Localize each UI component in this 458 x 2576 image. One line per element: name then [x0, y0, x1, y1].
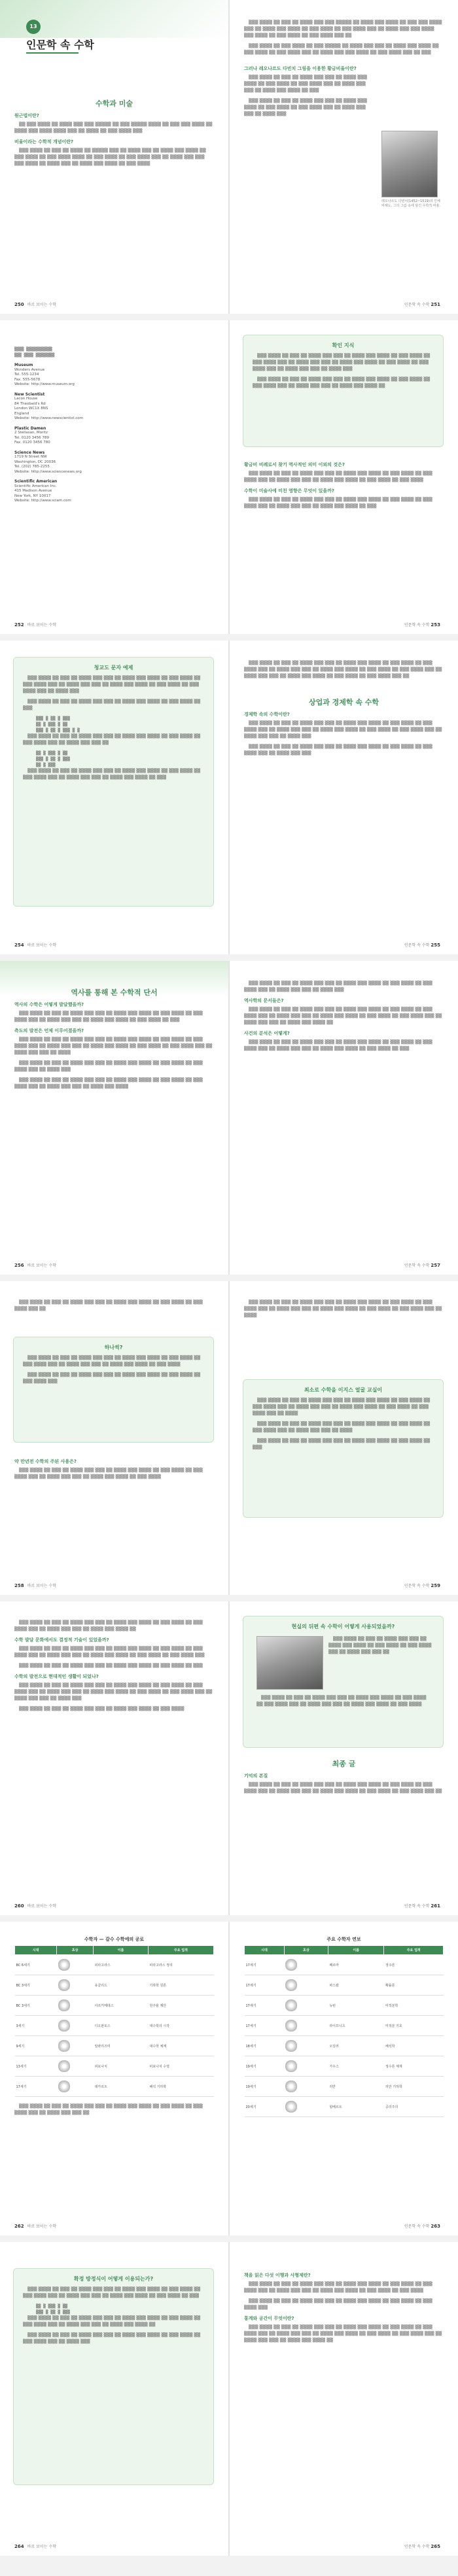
page-number: 250 — [14, 302, 24, 307]
era-cell: 19세기 — [245, 2077, 285, 2097]
running-title: 바로 보이는 수학 — [27, 2545, 57, 2549]
info-box-title: 확정 방정식이 어떻게 이용되는가? — [73, 2276, 154, 2282]
feature-box-title: 최소로 수학을 이지스 얼굴 교실이 — [304, 1387, 383, 1393]
page-footer — [404, 2223, 444, 2229]
info-box-title: 확인 지식 — [332, 343, 355, 348]
table-row — [15, 1975, 214, 1996]
portrait-cell — [57, 2036, 94, 2056]
question-heading: 수학의 발전으로 현대적인 생활이 되었나? — [14, 1674, 99, 1679]
page-footer — [14, 622, 56, 627]
achievement-cell: 리만 기하학 — [384, 2077, 444, 2097]
photo-image — [256, 1636, 323, 1690]
spread-6 — [0, 1601, 458, 1915]
table-row — [15, 1955, 214, 1975]
portrait-cell — [284, 2016, 328, 2036]
spread-2 — [0, 320, 458, 634]
page-number: 264 — [14, 2544, 24, 2549]
era-cell: 9세기 — [15, 2036, 57, 2056]
page-number: 255 — [431, 943, 440, 948]
question-heading: 수학이 미술사에 미친 영향은 무엇이 있을까? — [244, 488, 334, 493]
photo-box-text: ▒▒▒ ▒▒▒▒ ▒▒ ▒▒▒ ▒▒ ▒▒▒▒ ▒▒▒ ▒▒▒ ▒▒ ▒▒▒▒ ▒▒▒ ▒▒▒▒ ▒▒ ▒▒▒ ▒▒▒▒ ▒▒ ▒▒▒ ▒▒▒▒ ▒▒▒ ▒▒ ▒▒▒▒ ▒▒▒ ▒▒▒ ▒▒ ▒▒▒▒ ▒▒▒ ▒▒▒▒ ▒▒ ▒▒▒ ▒▒▒▒ — [256, 1696, 427, 1707]
portrait-thumbnail — [58, 1959, 70, 1971]
page-number: 253 — [431, 622, 440, 627]
table-title: 주요 수학자 연보 — [326, 1937, 361, 1942]
era-cell: BC 3세기 — [15, 1975, 57, 1996]
question-heading: 측도의 발전은 언제 이루어졌을까? — [14, 1028, 84, 1033]
achievement-cell: 피타고라스 정리 — [148, 1955, 213, 1975]
portrait-thumbnail — [58, 2081, 70, 2092]
portrait-cell — [284, 2036, 328, 2056]
portrait-caption: 레오나르도 다빈치(1452~1519)의 인체 비례도, 그의 그림 속에 담긴 수학적 비율. — [381, 199, 440, 208]
page-number: 263 — [431, 2224, 440, 2229]
section-title: 수학과 미술 — [96, 99, 133, 108]
table-row — [245, 1996, 444, 2016]
table-row — [15, 1996, 214, 2016]
page-257 — [230, 961, 458, 1275]
name-cell: 유클리드 — [94, 1975, 149, 1996]
running-title: 인문학 속 수학 — [404, 303, 430, 307]
page-number: 261 — [431, 1903, 440, 1909]
achievement-cell: 미적분 기호 — [384, 2016, 444, 2036]
body-text: ▒▒▒ ▒▒▒▒ ▒▒ ▒▒▒ ▒▒ ▒▒▒▒ ▒▒▒ ▒▒▒ ▒▒ ▒▒▒▒ ▒▒▒ ▒▒▒▒ ▒▒ ▒▒▒ ▒▒▒▒ ▒▒ ▒▒▒ ▒▒▒▒ ▒▒▒ ▒▒ ▒▒▒▒ ▒▒▒ ▒▒▒ ▒▒ ▒▒▒▒ ▒▒▒ ▒▒▒▒ ▒▒ — [14, 1620, 203, 1631]
question-heading: 수학 발달 문화에서도 결정적 기술이 있었을까? — [14, 1637, 109, 1643]
portrait-cell — [284, 1996, 328, 2016]
table-row — [245, 2016, 444, 2036]
page-261 — [230, 1601, 458, 1915]
body-column — [244, 2268, 444, 2348]
portrait-thumbnail — [285, 2060, 297, 2072]
table-header: 초상 — [57, 1946, 94, 1955]
table-header: 시대 — [245, 1946, 285, 1955]
name-cell: 피타고라스 — [94, 1955, 149, 1975]
portrait-cell — [57, 1955, 94, 1975]
portrait-thumbnail — [58, 2020, 70, 2032]
spread-1 — [0, 0, 458, 314]
page-footer — [404, 1262, 444, 1268]
address-block: New Scientist Lacon House 84 Theobald's Rd London WC1X 8NS England Website: http://www.newscientist.com — [14, 392, 83, 420]
info-box-text: ▒▒▒ ▒▒▒▒ ▒▒ ▒▒▒ ▒▒ ▒▒▒▒ ▒▒▒ ▒▒▒ ▒▒ ▒▒▒▒ ▒▒▒ ▒▒▒▒ ▒▒ ▒▒▒ ▒▒▒▒ ▒▒ ▒▒▒ ▒▒▒▒ ▒▒▒ ▒▒ ▒▒▒▒ ▒▒▒ ▒▒▒ ▒▒ ▒▒▒▒ ▒▒▒ ▒▒▒▒ ▒▒ ▒▒▒ ▒▒▒▒ ▒▒▒ ▒▒▒▒ ▒▒ ▒▒▒ ▒▒ ▒▒▒▒ ▒▒▒ ▒▒▒ ▒▒ ▒▒▒▒ ▒▒▒ ▒▒▒▒ ▒▒ ▒▒▒ ▒▒▒▒ ▒▒ ▒▒▒ ▒▒▒▒ ▒▒▒ — [23, 1356, 201, 1384]
page-number: 254 — [14, 943, 24, 948]
portrait-thumbnail — [285, 1959, 297, 1971]
page-footer — [404, 622, 444, 627]
table-header: 이름 — [94, 1946, 149, 1955]
achievement-cell: 기하학 원론 — [148, 1975, 213, 1996]
name-cell: 피보나치 — [94, 2056, 149, 2077]
body-text: ▒▒▒ ▒▒▒▒ ▒▒ ▒▒▒ ▒▒ ▒▒▒▒ ▒▒▒ ▒▒▒ ▒▒ ▒▒▒▒ ▒▒▒ ▒▒▒▒ ▒▒ ▒▒▒ ▒▒▒▒ ▒▒ ▒▒▒ ▒▒▒▒ ▒▒▒ ▒▒ ▒▒▒▒ ▒▒▒ ▒▒▒ ▒▒ ▒▒▒▒ ▒▒▒ ▒▒▒▒ ▒▒ ▒▒▒ ▒▒▒▒ ▒▒ ▒▒▒ ▒▒▒▒ ▒▒▒ ▒▒▒ ▒▒▒▒ ▒▒ ▒▒▒ ▒▒ ▒▒▒▒ ▒▒▒ ▒▒▒ ▒▒ ▒▒▒▒ ▒▒▒ ▒▒▒▒ ▒▒ ▒▒▒ ▒▒▒▒ ▒▒ ▒▒▒ — [14, 1647, 205, 1668]
question-heading: 그러나 레오나르도 다빈치 그림을 이용한 황금비율이란? — [244, 66, 357, 71]
photo-box-title: 현실의 뒤편 속 수학이 어떻게 사용되었을까? — [291, 1624, 395, 1630]
era-cell: 17세기 — [245, 1955, 285, 1975]
era-cell: 13세기 — [15, 2056, 57, 2077]
info-box-title: 하나씩? — [104, 1345, 123, 1350]
body-text: ▒▒▒ ▒▒▒▒ ▒▒ ▒▒▒ ▒▒ ▒▒▒▒ ▒▒▒ ▒▒▒ ▒▒ ▒▒▒▒ ▒▒▒ ▒▒▒▒ ▒▒ ▒▒▒ ▒▒▒▒ ▒▒ ▒▒▒ ▒▒▒▒ ▒▒▒ ▒▒ ▒▒▒▒ ▒▒▒ ▒▒▒ ▒▒ ▒▒▒▒ ▒▒▒ ▒▒▒▒ ▒▒ ▒▒▒ ▒▒▒▒ ▒▒ ▒▒▒ ▒▒▒▒ ▒▒▒ ▒▒▒▒ ▒▒ ▒▒▒ ▒▒ ▒▒▒▒ ▒▒▒ ▒▒▒ ▒▒ ▒▒▒▒ ▒▒▒ ▒▒▒▒ ▒▒ ▒▒▒ ▒▒▒▒ ▒▒ ▒▒▒ ▒▒▒▒ ▒▒▒ — [244, 2282, 432, 2310]
running-title: 바로 보이는 수학 — [27, 1904, 57, 1909]
body-text: ▒▒▒ ▒▒▒▒ ▒▒ ▒▒▒ ▒▒ ▒▒▒▒ ▒▒▒ ▒▒▒ ▒▒ ▒▒▒▒ ▒▒▒ ▒▒▒▒ ▒▒ ▒▒▒ ▒▒▒▒ ▒▒ ▒▒▒ ▒▒▒▒ ▒▒▒ ▒▒ ▒▒▒▒ ▒▒▒ ▒▒▒ ▒▒ ▒▒▒▒ ▒▒▒ ▒▒▒▒ ▒▒ ▒▒▒ ▒▒▒▒ ▒▒ ▒▒▒ ▒▒▒▒ ▒▒▒ ▒▒ ▒▒▒▒ ▒▒▒ ▒▒▒ ▒▒ ▒▒▒▒ ▒▒▒ ▒▒▒▒ ▒▒ ▒▒▒ ▒▒▒▒ ▒▒ ▒▒▒ ▒▒▒▒ ▒▒▒ ▒▒ — [244, 661, 442, 678]
page-260 — [0, 1601, 229, 1915]
portrait-thumbnail — [58, 2040, 70, 2052]
formula-lines: ▒▒ ▒ ▒▒▒ ▒ ▒▒ ▒▒▒ ▒ ▒▒ ▒ ▒▒▒ — [36, 2304, 70, 2315]
info-box — [13, 2268, 214, 2485]
chapter-title: 인문학 속 수학 — [26, 39, 94, 51]
portrait-cell — [57, 1975, 94, 1996]
portrait-thumbnail — [285, 1999, 297, 2011]
portrait-thumbnail — [58, 2060, 70, 2072]
running-title: 인문학 속 수학 — [404, 1584, 430, 1588]
question-heading: 사건의 분석은 어떻게? — [244, 1031, 290, 1036]
address-block: Scientific American Scientific American Inc. 415 Madison Avenue New York, NY 10017 Website: http://www.sciam.com — [14, 479, 71, 503]
achievement-cell: 피보나치 수열 — [148, 2056, 213, 2077]
photo-box-text: ▒▒▒ ▒▒▒▒ ▒▒ ▒▒▒ ▒▒ ▒▒▒▒ ▒▒▒ ▒▒▒ ▒▒ ▒▒▒▒ ▒▒▒ ▒▒▒▒ ▒▒ ▒▒▒ ▒▒▒▒ ▒▒ ▒▒▒ ▒▒▒▒ ▒▒▒ ▒▒ ▒▒▒▒ ▒▒▒ ▒▒▒ ▒▒ — [328, 1637, 432, 1654]
page-262 — [0, 1922, 229, 2235]
table-header: 주요 업적 — [148, 1946, 213, 1955]
address-intro: ▒▒▒▒ ▒▒▒▒▒▒▒▒▒▒▒ ▒▒▒ ▒▒▒▒ ▒▒▒▒▒▒▒▒ — [14, 347, 55, 358]
portrait-cell — [284, 1955, 328, 1975]
body-column — [14, 987, 214, 1094]
body-text: ▒▒▒ ▒▒▒▒ ▒▒ ▒▒▒ ▒▒ ▒▒▒▒ ▒▒▒ ▒▒▒ ▒▒ ▒▒▒▒ ▒▒▒ ▒▒▒▒ ▒▒ ▒▒▒ ▒▒▒▒ ▒▒ ▒▒▒ ▒▒▒▒ ▒▒▒ ▒▒ ▒▒▒▒ ▒▒▒ ▒▒▒ ▒▒ ▒▒▒▒ ▒▒▒ ▒▒▒▒ ▒▒ ▒▒▒ ▒▒▒ ▒▒▒▒ ▒▒ ▒▒▒ ▒▒ ▒▒▒▒ ▒▒▒ ▒▒▒ ▒▒ ▒▒▒▒ ▒▒▒ ▒▒▒▒ ▒▒ ▒▒▒ ▒▒▒▒ ▒▒ ▒▒▒ ▒▒▒▒ ▒▒▒ ▒▒ ▒▒▒▒ ▒▒▒ ▒▒▒ ▒▒ ▒▒▒▒ ▒▒▒ — [244, 75, 367, 116]
page-number: 257 — [431, 1263, 440, 1268]
body-text: ▒▒▒ ▒▒▒▒ ▒▒ ▒▒▒ ▒▒ ▒▒▒▒ ▒▒▒ ▒▒▒ ▒▒ ▒▒▒▒ ▒▒▒ ▒▒▒▒ ▒▒ ▒▒▒ ▒▒▒▒ ▒▒ ▒▒▒ ▒▒▒▒ ▒▒▒ ▒▒ ▒▒▒▒ ▒▒▒ ▒▒▒ ▒▒ ▒▒▒▒ ▒▒▒ ▒▒▒▒ ▒▒ ▒▒▒ ▒▒▒▒ ▒▒ ▒▒▒ ▒▒▒▒ ▒▒▒ ▒▒ ▒▒▒▒ ▒▒▒ ▒▒▒ ▒▒ ▒▒▒▒ ▒▒▒ ▒▒▒▒ ▒▒ ▒▒▒ ▒▒ ▒▒▒▒ ▒▒▒ ▒▒▒ ▒▒ ▒▒▒▒ ▒▒▒ ▒▒▒▒ ▒▒ ▒▒▒ ▒▒▒▒ ▒▒ ▒▒▒ ▒▒▒▒ ▒▒▒ ▒▒ ▒▒▒▒ ▒▒▒ ▒▒▒ ▒▒▒▒ ▒▒ ▒▒▒ ▒▒ ▒▒▒▒ ▒▒▒ ▒▒▒ ▒▒ ▒▒▒▒ ▒▒▒ ▒▒▒▒ ▒▒ ▒▒▒ ▒▒▒▒ ▒▒ ▒▒▒ ▒▒▒▒ ▒▒▒ ▒▒ ▒▒▒▒ ▒▒▒ ▒▒▒ ▒▒ ▒▒▒▒ ▒▒▒ ▒▒▒▒ — [14, 1037, 213, 1089]
body-text: ▒▒▒ ▒▒▒▒ ▒▒ ▒▒▒ ▒▒ ▒▒▒▒ ▒▒▒ ▒▒▒ ▒▒▒▒▒ ▒▒ ▒▒▒▒ ▒▒▒ ▒▒▒▒ ▒▒ ▒▒▒ ▒▒▒ ▒▒▒▒ ▒▒▒ ▒▒ ▒▒▒▒ ▒▒▒ ▒▒▒▒ ▒▒ ▒▒▒ ▒▒▒▒ ▒▒ ▒▒▒ ▒▒▒▒ ▒▒▒ ▒▒ ▒▒▒▒ ▒▒▒ ▒▒▒ ▒▒▒▒ ▒▒▒ ▒▒▒▒ ▒▒ ▒▒▒ ▒▒▒▒ ▒▒ ▒▒▒ ▒▒▒▒ ▒▒▒ ▒▒ ▒▒▒ ▒▒▒▒ ▒▒ ▒▒▒ ▒▒▒▒ ▒▒ ▒▒▒ ▒▒▒▒▒ ▒▒ ▒▒▒▒ ▒▒▒ ▒▒▒ ▒▒ ▒▒▒▒ ▒▒▒ ▒▒▒▒ ▒▒ ▒▒▒ ▒▒▒▒ ▒▒ ▒▒▒ ▒▒▒▒ ▒▒▒ ▒▒ ▒▒▒▒ ▒▒▒ ▒▒▒ ▒▒▒▒ ▒▒ ▒▒▒ ▒▒▒▒ ▒▒▒ ▒▒ ▒▒▒ — [244, 20, 442, 55]
body-text: ▒▒▒ ▒▒▒▒ ▒▒ ▒▒▒ ▒▒ ▒▒▒▒ ▒▒▒ ▒▒▒ ▒▒ ▒▒▒▒ ▒▒▒ ▒▒▒▒ ▒▒ ▒▒▒ ▒▒▒▒ ▒▒ ▒▒▒ ▒▒▒▒ ▒▒▒ ▒▒ ▒▒▒▒ ▒▒▒ ▒▒▒ ▒▒ ▒▒▒▒ ▒▒▒ ▒▒▒▒ ▒▒ ▒▒▒ ▒▒▒▒ ▒▒ ▒▒▒ ▒▒▒▒ ▒▒▒ ▒▒ ▒▒▒▒ — [244, 1300, 442, 1318]
name-cell: 데카르트 — [94, 2077, 149, 2097]
page-265 — [230, 2242, 458, 2556]
question-heading: 역사의 수학은 어떻게 발달했을까? — [14, 1002, 84, 1007]
mathematicians-table-right — [244, 1936, 444, 2117]
page-number: 258 — [14, 1583, 24, 1588]
body-column — [244, 458, 444, 514]
running-title: 인문학 속 수학 — [404, 2545, 430, 2549]
portrait-thumbnail — [58, 1999, 70, 2011]
running-title: 인문학 속 수학 — [404, 943, 430, 948]
body-text: ▒▒▒ ▒▒▒▒ ▒▒ ▒▒▒ ▒▒ ▒▒▒▒ ▒▒▒ ▒▒▒ ▒▒ ▒▒▒▒ ▒▒▒ ▒▒▒▒ ▒▒ ▒▒▒ ▒▒▒▒ ▒▒ ▒▒▒ ▒▒▒▒ ▒▒▒ ▒▒ ▒▒▒▒ ▒▒▒ ▒▒▒ ▒▒ ▒▒▒▒ ▒▒▒ ▒▒▒▒ ▒▒ ▒▒▒ ▒▒▒▒ ▒▒ ▒▒▒ — [244, 1040, 432, 1051]
portrait-thumbnail — [285, 2020, 297, 2032]
spread-3 — [0, 641, 458, 954]
era-cell: 18세기 — [245, 2036, 285, 2056]
info-box — [243, 335, 444, 447]
body-column — [14, 1299, 214, 1316]
info-box — [13, 1337, 214, 1443]
body-text: ▒▒▒ ▒▒▒▒ ▒▒ ▒▒▒ ▒▒ ▒▒▒▒ ▒▒▒ ▒▒▒ ▒▒ ▒▒▒▒ ▒▒▒ ▒▒▒▒ ▒▒ ▒▒▒ ▒▒▒▒ ▒▒ ▒▒▒ ▒▒▒▒ ▒▒▒ ▒▒ ▒▒▒▒ ▒▒▒ ▒▒▒ ▒▒ ▒▒▒▒ ▒▒▒ ▒▒▒▒ ▒▒ ▒▒▒ ▒▒▒▒ ▒▒ ▒▒▒ ▒▒▒▒ ▒▒▒ ▒▒ ▒▒▒▒ ▒▒▒ ▒▒▒ ▒▒ ▒▒▒▒ ▒▒▒ ▒▒▒ ▒▒▒▒ ▒▒ ▒▒▒ ▒▒ ▒▒▒▒ ▒▒▒ ▒▒▒ ▒▒ ▒▒▒▒ ▒▒▒ ▒▒▒▒ ▒▒ ▒▒▒ ▒▒▒▒ ▒▒ ▒▒▒ ▒▒▒▒ ▒▒▒ ▒▒ ▒▒▒▒ ▒▒▒ ▒▒▒ — [244, 721, 442, 756]
name-cell: 라이프니츠 — [328, 2016, 384, 2036]
body-text: ▒▒▒ ▒▒▒▒ ▒▒ ▒▒▒ ▒▒ ▒▒▒▒ ▒▒ ▒▒▒▒▒ ▒▒▒ ▒▒ ▒▒▒▒ ▒▒▒ ▒▒ ▒▒▒▒ ▒▒▒ ▒▒▒▒ ▒▒ ▒▒▒ ▒▒▒▒ ▒▒ ▒▒▒ ▒▒▒▒ ▒▒▒▒ ▒▒ ▒▒▒ ▒▒▒▒ ▒▒ ▒▒▒ ▒▒▒▒ ▒▒▒ ▒▒ ▒▒▒▒ ▒▒▒ ▒▒▒ ▒▒▒ ▒▒▒▒ ▒▒ ▒▒▒▒ ▒▒▒ ▒▒ ▒▒▒▒ ▒▒▒ ▒▒▒▒ ▒▒ ▒▒▒ ▒▒▒▒ — [14, 148, 206, 166]
body-text: ▒▒▒ ▒▒▒▒ ▒▒ ▒▒▒ ▒▒ ▒▒▒▒ ▒▒▒ ▒▒▒ ▒▒ ▒▒▒▒ ▒▒▒ ▒▒▒▒ ▒▒ ▒▒▒ ▒▒▒▒ ▒▒ ▒▒▒ ▒▒▒▒ ▒▒▒ ▒▒ — [14, 1300, 203, 1311]
page-footer — [404, 1903, 444, 1909]
running-title: 바로 보이는 수학 — [27, 623, 57, 627]
address-block: Plastic Damen 2 Stellasan, Moritz Tel. 0120 3456 789 Fax. 0120 3456 780 — [14, 426, 50, 444]
portrait-thumbnail — [58, 1979, 70, 1991]
running-title: 바로 보이는 수학 — [27, 1263, 57, 1268]
formula-lines: ▒▒▒ ▒ ▒▒ ▒ ▒▒▒ ▒▒ ▒ ▒▒▒ ▒ ▒▒ ▒▒▒ ▒ ▒▒ ▒ ▒▒▒ ▒ ▒ — [36, 716, 80, 733]
mathematicians-table — [244, 1945, 444, 2117]
spread-7 — [0, 1922, 458, 2235]
page-footer — [14, 942, 56, 948]
table-row — [245, 2056, 444, 2077]
achievement-cell: 해석학 — [384, 2036, 444, 2056]
page-263 — [230, 1922, 458, 2235]
table-row — [15, 2056, 214, 2077]
body-column — [14, 1454, 214, 1484]
page-number: 260 — [14, 1903, 24, 1909]
body-column — [244, 660, 444, 761]
era-cell: 17세기 — [245, 1975, 285, 1996]
spread-8 — [0, 2242, 458, 2556]
portrait-cell — [284, 1975, 328, 1996]
portrait-cell — [284, 2077, 328, 2097]
table-row — [245, 2036, 444, 2056]
body-column — [244, 980, 444, 1056]
page-259 — [230, 1281, 458, 1595]
body-text: ▒▒▒ ▒▒▒▒ ▒▒ ▒▒▒ ▒▒ ▒▒▒▒ ▒▒▒ ▒▒▒ ▒▒ ▒▒▒▒ ▒▒▒ ▒▒▒▒ ▒▒ ▒▒▒ ▒▒▒▒ ▒▒ ▒▒▒ ▒▒▒▒ ▒▒▒ ▒▒ ▒▒▒▒ ▒▒▒ ▒▒▒ ▒▒ ▒▒▒▒ ▒▒▒ ▒▒▒▒ ▒▒ ▒▒▒ ▒▒▒▒ ▒▒ ▒▒▒ ▒▒▒▒ ▒▒▒ ▒▒ ▒▒▒▒ ▒▒▒ ▒▒▒ ▒▒ ▒▒▒▒ ▒▒▒ ▒▒▒▒ ▒▒ — [244, 1007, 442, 1025]
table-row — [245, 2077, 444, 2097]
page-258 — [0, 1281, 229, 1595]
running-title: 인문학 속 수학 — [404, 623, 430, 627]
exercise-box — [13, 657, 214, 907]
question-heading: 경제학 속의 수학이란? — [244, 712, 290, 717]
page-number: 265 — [431, 2544, 440, 2549]
achievement-cell: 원주율 계산 — [148, 1996, 213, 2016]
question-heading: 책을 읽은 다섯 이행과 사형제란? — [244, 2273, 311, 2278]
table-row — [245, 2097, 444, 2117]
feature-box-text: ▒▒▒ ▒▒▒▒ ▒▒ ▒▒▒ ▒▒ ▒▒▒▒ ▒▒▒ ▒▒▒ ▒▒ ▒▒▒▒ ▒▒▒ ▒▒▒▒ ▒▒ ▒▒▒ ▒▒▒▒ ▒▒ ▒▒▒ ▒▒▒▒ ▒▒▒ ▒▒ ▒▒▒▒ ▒▒▒ ▒▒▒ ▒▒ ▒▒▒▒ ▒▒▒ ▒▒▒▒ ▒▒ ▒▒▒ ▒▒▒▒ ▒▒ ▒▒▒ ▒▒▒▒ ▒▒▒ ▒▒ ▒▒▒▒ ▒▒▒ ▒▒▒▒ ▒▒ ▒▒▒ ▒▒ ▒▒▒▒ ▒▒▒ ▒▒▒ ▒▒ ▒▒▒▒ ▒▒▒ ▒▒▒▒ ▒▒ ▒▒▒ ▒▒▒▒ ▒▒ ▒▒▒ ▒▒▒▒ ▒▒▒ ▒▒ ▒▒▒▒ ▒▒▒ ▒▒▒ ▒▒ ▒▒▒▒ ▒▒▒ ▒▒▒▒ ▒▒ ▒▒▒ ▒▒ ▒▒▒▒ ▒▒▒ ▒▒▒ ▒▒ ▒▒▒▒ ▒▒▒ ▒▒▒▒ ▒▒ ▒▒▒ ▒▒▒▒ ▒▒ ▒▒▒ — [253, 1398, 431, 1450]
portrait-cell — [57, 2016, 94, 2036]
portrait-image — [381, 131, 438, 197]
portrait-thumbnail — [285, 2101, 297, 2113]
mathematicians-table — [14, 1945, 214, 2097]
page-footer — [14, 301, 56, 307]
name-cell: 오일러 — [328, 2036, 384, 2056]
body-text: ▒▒▒ ▒▒▒▒ ▒▒ ▒▒▒ ▒▒ ▒▒▒▒ ▒▒▒ ▒▒▒ ▒▒ ▒▒▒▒ ▒▒▒ ▒▒▒▒ ▒▒ ▒▒▒ ▒▒▒▒ ▒▒ ▒▒▒ ▒▒▒▒ ▒▒▒ ▒▒ ▒▒▒▒ ▒▒▒ ▒▒▒ ▒▒ ▒▒▒▒ ▒▒▒ ▒▒▒▒ ▒▒ ▒▒▒ ▒▒▒▒ — [14, 1468, 203, 1479]
info-box-text: ▒▒▒ ▒▒▒▒ ▒▒ ▒▒▒ ▒▒ ▒▒▒▒ ▒▒▒ ▒▒▒ ▒▒ ▒▒▒▒ ▒▒▒ ▒▒▒▒ ▒▒ ▒▒▒ ▒▒▒▒ ▒▒ ▒▒▒ ▒▒▒▒ ▒▒▒ ▒▒ ▒▒▒▒ ▒▒▒ ▒▒▒ ▒▒ ▒▒▒▒ ▒▒▒ ▒▒▒▒ ▒▒ ▒▒▒ ▒▒▒▒ ▒▒ ▒▒▒ ▒▒▒▒ ▒▒▒ ▒▒ ▒▒▒▒ ▒▒▒ ▒▒▒ ▒▒ ▒▒▒▒ ▒▒▒ ▒▒▒ ▒▒▒▒ ▒▒ ▒▒▒ ▒▒ ▒▒▒▒ ▒▒▒ ▒▒▒ ▒▒ ▒▒▒▒ ▒▒▒ ▒▒▒▒ ▒▒ ▒▒▒ ▒▒▒▒ ▒▒ ▒▒▒ ▒▒▒▒ ▒▒▒ ▒▒ ▒▒▒▒ ▒▒▒ ▒▒▒ ▒▒ ▒▒▒▒ ▒▒▒ ▒▒▒▒ ▒▒ — [253, 354, 431, 388]
page-256 — [0, 961, 229, 1275]
formula-lines: ▒▒ ▒ ▒▒▒ ▒ ▒▒ ▒▒▒ ▒ ▒▒ ▒ ▒▒▒ ▒▒ ▒ ▒▒▒ — [36, 751, 70, 767]
chapter-number-badge: 13 — [26, 20, 41, 34]
page-number: 252 — [14, 622, 24, 627]
mathematicians-table-left — [14, 1936, 214, 2120]
page-footer — [14, 2543, 56, 2549]
body-text: ▒▒▒ ▒▒▒▒ ▒▒ ▒▒▒ ▒▒ ▒▒▒▒ ▒▒▒ ▒▒▒ ▒▒ ▒▒▒▒ ▒▒▒ ▒▒▒▒ ▒▒ ▒▒▒ ▒▒▒▒ ▒▒ ▒▒▒ ▒▒▒▒ ▒▒▒ ▒▒ ▒▒▒▒ ▒▒▒ ▒▒▒ ▒▒ ▒▒▒▒ ▒▒▒ ▒▒▒▒ ▒▒ ▒▒▒ — [244, 497, 432, 509]
table-title: 수학자 — 갈수 수학에의 공로 — [84, 1937, 145, 1942]
page-footer — [404, 301, 444, 307]
page-number: 256 — [14, 1263, 24, 1268]
page-255 — [230, 641, 458, 954]
exercise-box-title: 청교도 문자 예제 — [94, 665, 133, 671]
running-title: 바로 보이는 수학 — [27, 943, 57, 948]
address-list — [14, 346, 214, 504]
page-252 — [0, 320, 229, 634]
spread-4 — [0, 961, 458, 1275]
section-block — [14, 98, 214, 171]
portrait-cell — [57, 2077, 94, 2097]
page-254 — [0, 641, 229, 954]
body-text: ▒▒ ▒▒▒ ▒▒▒▒ ▒▒ ▒▒▒▒ ▒▒▒ ▒▒▒ ▒▒▒▒▒ ▒▒ ▒▒▒ ▒▒▒▒▒ ▒▒▒▒ ▒▒ ▒▒▒ ▒▒▒ ▒▒▒▒ ▒▒ ▒▒▒▒ ▒▒▒ ▒▒▒▒ ▒▒▒▒ ▒▒▒ ▒▒ ▒▒▒▒ ▒▒ ▒▒▒ ▒▒▒▒ ▒▒▒ — [14, 122, 213, 133]
table-row — [245, 1955, 444, 1975]
achievement-cell: 대수학의 시작 — [148, 2016, 213, 2036]
page-footer — [404, 2543, 444, 2549]
body-text: ▒▒▒ ▒▒▒▒ ▒▒ ▒▒▒ ▒▒ ▒▒▒▒ ▒▒▒ ▒▒▒ ▒▒ ▒▒▒▒ ▒▒▒ ▒▒▒▒ ▒▒ ▒▒▒ ▒▒▒▒ ▒▒ ▒▒▒ ▒▒▒▒ ▒▒▒ ▒▒ ▒▒▒▒ ▒▒▒ ▒▒▒ ▒▒ ▒▒▒▒ ▒▒▒ ▒▒▒▒ ▒▒ ▒▒▒ ▒▒▒▒ ▒▒ ▒▒▒ ▒▒▒▒ — [244, 471, 432, 482]
section-title: 최종 글 — [332, 1760, 356, 1768]
body-text: ▒▒▒ ▒▒▒▒ ▒▒ ▒▒▒ ▒▒ ▒▒▒▒ ▒▒▒ ▒▒▒ ▒▒ ▒▒▒▒ ▒▒▒ ▒▒▒▒ ▒▒ ▒▒▒ ▒▒▒▒ ▒▒ ▒▒▒ ▒▒▒▒ ▒▒▒ ▒▒ ▒▒▒▒ ▒▒▒ ▒▒▒ ▒▒ ▒▒▒▒ ▒▒▒ — [244, 981, 432, 992]
table-header: 초상 — [284, 1946, 328, 1955]
table-header: 이름 — [328, 1946, 384, 1955]
body-text: ▒▒▒ ▒▒▒▒ ▒▒ ▒▒▒ ▒▒ ▒▒▒▒ ▒▒▒ ▒▒▒ ▒▒ ▒▒▒▒ ▒▒▒ ▒▒▒▒ ▒▒ ▒▒▒ ▒▒▒▒ ▒▒ ▒▒▒ ▒▒▒▒ ▒▒▒ ▒▒ ▒▒▒▒ ▒▒▒ ▒▒▒ ▒▒ ▒▒▒▒ ▒▒▒ ▒▒▒▒ ▒▒ ▒▒▒ ▒▒▒▒ ▒▒ ▒▒▒ ▒▒▒▒ ▒▒▒ ▒▒ ▒▒▒▒ ▒▒▒ ▒▒▒ ▒▒ ▒▒▒▒ ▒▒▒ ▒▒▒▒ ▒▒ — [244, 2325, 442, 2343]
era-cell: 17세기 — [15, 2077, 57, 2097]
portrait-cell — [284, 2097, 328, 2117]
portrait-cell — [57, 1996, 94, 2016]
page-footer — [14, 1582, 56, 1588]
running-title: 인문학 속 수학 — [404, 2224, 430, 2229]
page-footer — [14, 1903, 56, 1909]
table-header: 시대 — [15, 1946, 57, 1955]
question-heading: 역사학의 문서들은? — [244, 998, 284, 1003]
photo-box — [243, 1616, 444, 1748]
era-cell: BC 6세기 — [15, 1955, 57, 1975]
page-251 — [230, 0, 458, 314]
achievement-cell: 공리주의 — [384, 2097, 444, 2117]
portrait-cell — [57, 2056, 94, 2077]
chapter-title-rule — [26, 52, 79, 54]
table-row — [15, 2016, 214, 2036]
name-cell: 리만 — [328, 2077, 384, 2097]
question-heading: 비율이라는 수학적 개념이란? — [14, 139, 74, 144]
question-heading: 황금비 비례로서 찾기 역사적인 의미 이외의 것은? — [244, 462, 345, 467]
address-block: Science News 1719 N Street NW Washington, DC 20036 Tel. (202) 785-2255 Website: http://www.sciencenews.org — [14, 450, 82, 474]
portrait-cell — [284, 2056, 328, 2077]
question-heading: 통계와 공간이 무엇이란? — [244, 2316, 294, 2321]
page-253 — [230, 320, 458, 634]
running-title: 바로 보이는 수학 — [27, 2224, 57, 2229]
info-box-text: ▒▒▒ ▒▒▒▒ ▒▒ ▒▒▒ ▒▒ ▒▒▒▒ ▒▒▒ ▒▒▒ ▒▒ ▒▒▒▒ ▒▒▒ ▒▒▒▒ ▒▒ ▒▒▒ ▒▒▒▒ ▒▒ ▒▒▒ ▒▒▒▒ ▒▒▒ ▒▒ ▒▒▒▒ ▒▒▒ ▒▒▒ ▒▒ ▒▒▒▒ ▒▒▒ ▒▒▒▒ ▒▒ ▒▒▒ ▒▒▒▒ ▒▒ ▒▒▒ ▒▒ ▒ ▒▒▒ ▒ ▒▒ ▒▒▒ ▒ ▒▒ ▒ ▒▒▒ ▒▒▒ ▒▒▒▒ ▒▒ ▒▒▒ ▒▒ ▒▒▒▒ ▒▒▒ ▒▒▒ ▒▒ ▒▒▒▒ ▒▒▒ ▒▒▒▒ ▒▒ ▒▒▒ ▒▒▒▒ ▒▒ ▒▒▒ ▒▒▒▒ ▒▒▒ ▒▒ ▒▒▒▒ ▒▒▒ ▒▒▒ ▒▒ ▒▒▒▒ ▒▒▒ ▒▒▒▒ ▒▒ ▒▒▒ ▒▒▒▒ ▒▒ ▒▒▒ ▒▒ ▒▒▒▒ ▒▒▒ ▒▒▒ ▒▒ ▒▒▒▒ ▒▒▒ ▒▒▒▒ ▒▒ ▒▒▒ ▒▒▒▒ ▒▒ ▒▒▒ ▒▒▒▒ ▒▒▒ ▒▒ ▒▒▒▒ ▒▒▒ — [14, 2283, 213, 2353]
body-column — [244, 1299, 444, 1323]
table-row — [15, 2036, 214, 2056]
era-cell: 19세기 — [245, 2056, 285, 2077]
body-column — [244, 1758, 444, 1799]
era-cell: 17세기 — [245, 2016, 285, 2036]
spread-5 — [0, 1281, 458, 1595]
running-title: 인문학 속 수학 — [404, 1904, 430, 1909]
achievement-cell: 미적분학 — [384, 1996, 444, 2016]
table-row — [15, 2077, 214, 2097]
page-number: 262 — [14, 2224, 24, 2229]
page-footer — [14, 2223, 56, 2229]
era-cell: 20세기 — [245, 2097, 285, 2117]
era-cell: 17세기 — [245, 1996, 285, 2016]
running-title: 바로 보이는 수학 — [27, 303, 57, 307]
exercise-box-text: ▒▒▒ ▒▒▒▒ ▒▒ ▒▒▒ ▒▒ ▒▒▒▒ ▒▒▒ ▒▒▒ ▒▒ ▒▒▒▒ ▒▒▒ ▒▒▒▒ ▒▒ ▒▒▒ ▒▒▒▒ ▒▒ ▒▒▒ ▒▒▒▒ ▒▒▒ ▒▒ ▒▒▒▒ ▒▒▒ ▒▒▒ ▒▒ ▒▒▒▒ ▒▒▒ ▒▒▒▒ ▒▒ ▒▒▒ ▒▒▒▒ ▒▒ ▒▒▒ ▒▒▒▒ ▒▒▒ ▒▒ ▒▒▒▒ ▒▒▒ ▒▒▒ ▒▒▒▒ ▒▒ ▒▒▒ ▒▒ ▒▒▒▒ ▒▒▒ ▒▒▒ ▒▒ ▒▒▒▒ ▒▒▒ ▒▒▒▒ ▒▒ ▒▒▒ ▒▒▒▒ ▒▒ ▒▒▒ ▒▒▒ ▒ ▒▒ ▒ ▒▒▒ ▒▒ ▒ ▒▒▒ ▒ ▒▒ ▒▒▒ ▒ ▒▒ ▒ ▒▒▒ ▒ ▒ ▒▒▒ ▒▒▒▒ ▒▒ ▒▒▒ ▒▒ ▒▒▒▒ ▒▒▒ ▒▒▒ ▒▒ ▒▒▒▒ ▒▒▒ ▒▒▒▒ ▒▒ ▒▒▒ ▒▒▒▒ ▒▒ ▒▒▒ ▒▒▒▒ ▒▒▒ ▒▒ ▒▒▒▒ ▒▒▒ ▒▒▒ ▒▒ ▒▒ ▒ ▒▒▒ ▒ ▒▒ ▒▒▒ ▒ ▒▒ ▒ ▒▒▒ ▒▒ ▒ ▒▒▒ ▒▒▒ ▒▒▒▒ ▒▒ ▒▒▒ ▒▒ ▒▒▒▒ ▒▒▒ ▒▒▒ ▒▒ ▒▒▒▒ ▒▒▒ ▒▒▒▒ ▒▒ ▒▒▒ ▒▒▒▒ ▒▒ ▒▒▒ ▒▒▒▒ ▒▒▒ ▒▒ ▒▒▒▒ ▒▒▒ ▒▒▒ ▒▒ ▒▒▒▒ ▒▒▒ ▒▒▒▒ ▒▒ ▒▒▒ — [14, 671, 213, 789]
body-text: ▒▒▒ ▒▒▒▒ ▒▒ ▒▒▒ ▒▒ ▒▒▒▒ ▒▒▒ ▒▒▒ ▒▒ ▒▒▒▒ ▒▒▒ ▒▒▒▒ ▒▒ ▒▒▒ ▒▒▒▒ ▒▒ ▒▒▒ ▒▒▒▒ ▒▒▒ ▒▒ ▒▒▒▒ ▒▒▒ ▒▒▒ ▒▒ ▒▒▒▒ ▒▒▒ ▒▒▒▒ ▒▒ ▒▒▒ ▒▒▒▒ ▒▒ ▒▒▒ ▒▒▒▒ ▒▒▒ ▒▒ ▒▒▒▒ ▒▒▒ ▒▒▒ ▒▒ ▒▒▒▒ ▒▒▒ ▒▒▒ ▒▒▒▒ ▒▒ ▒▒▒ ▒▒ ▒▒▒▒ ▒▒▒ ▒▒▒ ▒▒ ▒▒▒▒ ▒▒▒ ▒▒▒▒ ▒▒ ▒▒▒ ▒▒▒▒ — [14, 1683, 213, 1711]
page-footer — [404, 1582, 444, 1588]
name-cell: 페르마 — [328, 1955, 384, 1975]
page-number: 259 — [431, 1583, 440, 1588]
question-heading: 약 만년전 수학의 주된 사용은? — [14, 1459, 77, 1464]
body-text: ▒▒▒ ▒▒▒▒ ▒▒ ▒▒▒ ▒▒ ▒▒▒▒ ▒▒▒ ▒▒▒ ▒▒ ▒▒▒▒ ▒▒▒ ▒▒▒▒ ▒▒ ▒▒▒ ▒▒▒▒ ▒▒ ▒▒▒ ▒▒▒▒ ▒▒▒ ▒▒ ▒▒▒▒ ▒▒▒ ▒▒▒ ▒▒ ▒▒▒▒ ▒▒▒ ▒▒▒▒ ▒▒ ▒▒▒ ▒▒▒▒ ▒▒ ▒▒▒ — [14, 1011, 203, 1022]
portrait-thumbnail — [285, 1979, 297, 1991]
body-text: ▒▒▒ ▒▒▒▒ ▒▒ ▒▒▒ ▒▒ ▒▒▒▒ ▒▒▒ ▒▒▒ ▒▒ ▒▒▒▒ ▒▒▒ ▒▒▒▒ ▒▒ ▒▒▒ ▒▒▒▒ ▒▒ ▒▒▒ ▒▒▒▒ ▒▒▒ ▒▒ ▒▒▒▒ ▒▒▒ ▒▒▒ ▒▒ — [14, 2104, 203, 2115]
name-cell: 뉴턴 — [328, 1996, 384, 2016]
section-title: 상업과 경제학 속 수학 — [308, 698, 379, 707]
table-header: 주요 업적 — [384, 1946, 444, 1955]
name-cell: 파스칼 — [328, 1975, 384, 1996]
body-column — [14, 1620, 214, 1716]
name-cell: 가우스 — [328, 2056, 384, 2077]
era-cell: 3세기 — [15, 2016, 57, 2036]
achievement-cell: 정수론 체계 — [384, 2056, 444, 2077]
portrait-thumbnail — [285, 2081, 297, 2092]
body-text: ▒▒▒ ▒▒▒▒ ▒▒ ▒▒▒ ▒▒ ▒▒▒▒ ▒▒▒ ▒▒▒ ▒▒ ▒▒▒▒ ▒▒▒ ▒▒▒▒ ▒▒ ▒▒▒ ▒▒▒▒ ▒▒ ▒▒▒ ▒▒▒▒ ▒▒▒ ▒▒ ▒▒▒▒ ▒▒▒ ▒▒▒ ▒▒ ▒▒▒▒ ▒▒▒ ▒▒▒▒ ▒▒ ▒▒▒ ▒▒▒▒ ▒▒ ▒▒▒ ▒▒▒▒ ▒▒▒ ▒▒ — [244, 1782, 442, 1794]
page-number: 251 — [431, 302, 440, 307]
achievement-cell: 대수학 체계 — [148, 2036, 213, 2056]
page-250 — [0, 0, 229, 314]
running-title: 바로 보이는 수학 — [27, 1584, 57, 1588]
name-cell: 디오판토스 — [94, 2016, 149, 2036]
address-block: Museum Wonders Avenue Tel. 555-1234 Fax. 555-5678 Website: http://www.museum.org — [14, 363, 75, 386]
name-cell: 아르키메데스 — [94, 1996, 149, 2016]
name-cell: 힐베르트 — [328, 2097, 384, 2117]
page-264 — [0, 2242, 229, 2556]
running-title: 인문학 속 수학 — [404, 1263, 430, 1268]
achievement-cell: 확률론 — [384, 1975, 444, 1996]
question-heading: 원근법이란? — [14, 113, 39, 118]
era-cell: BC 3세기 — [15, 1996, 57, 2016]
achievement-cell: 정수론 — [384, 1955, 444, 1975]
question-heading: 기억의 본질 — [244, 1773, 268, 1779]
section-title: 역사를 통해 본 수학적 단서 — [71, 988, 158, 997]
feature-box — [243, 1379, 444, 1518]
page-footer — [404, 942, 444, 948]
body-column — [244, 20, 444, 122]
name-cell: 알콰리즈미 — [94, 2036, 149, 2056]
achievement-cell: 해석 기하학 — [148, 2077, 213, 2097]
table-row — [245, 1975, 444, 1996]
portrait-thumbnail — [285, 2040, 297, 2052]
page-footer — [14, 1262, 56, 1268]
